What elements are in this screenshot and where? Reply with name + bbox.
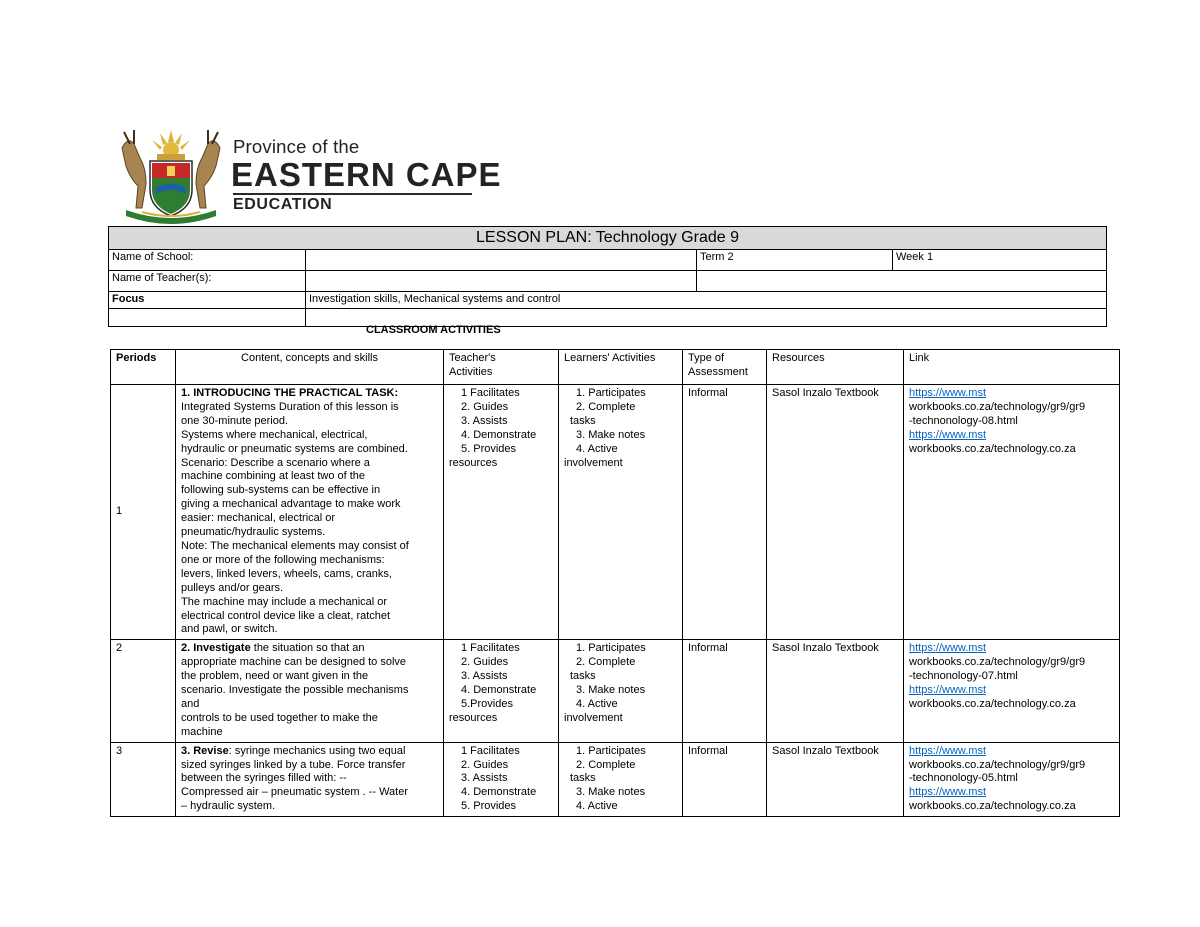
col-teacher-line1: Teacher's: [449, 352, 496, 364]
learner-activity: 3. Make notes: [576, 428, 646, 441]
content-line: machine: [181, 725, 223, 738]
learner-activity: involvement: [564, 711, 623, 724]
assessment-cell: Informal: [683, 385, 767, 640]
link[interactable]: https://www.mst: [909, 744, 987, 757]
content-line: levers, linked levers, wheels, cams, cranks,: [181, 567, 392, 580]
logo-eastern-cape-text: EASTERN CAPE: [231, 156, 502, 193]
teacher-activity: 1 Facilitates: [461, 387, 520, 399]
link[interactable]: https://www.mst: [909, 642, 987, 655]
teacher-activity: 1 Facilitates: [461, 642, 520, 655]
table-row: [111, 385, 1120, 640]
teacher-activity: resources: [449, 711, 498, 724]
content-cell: [176, 640, 444, 742]
teacher-activity: 5. Provides: [461, 442, 517, 455]
resources-cell: Sasol Inzalo Textbook: [767, 640, 904, 742]
teacher-activity: 4. Demonstrate: [461, 786, 537, 799]
content-line: Scenario: Describe a scenario where a: [181, 456, 370, 469]
link-text: workbooks.co.za/technology.co.za: [909, 800, 1076, 813]
learner-activity: 2. Complete: [576, 400, 636, 413]
content-line: – hydraulic system.: [181, 800, 276, 813]
teacher-activity: 2. Guides: [461, 656, 509, 669]
teacher-activity: 3. Assists: [461, 670, 508, 683]
period-cell: 3: [111, 742, 176, 817]
content-line: one or more of the following mechanisms:: [181, 553, 385, 566]
content-line: The machine may include a mechanical or: [181, 595, 388, 608]
link[interactable]: https://www.mst: [909, 786, 987, 799]
table-header-row: [111, 350, 1120, 385]
teacher-activity: 3. Assists: [461, 414, 508, 427]
period-cell: 2: [111, 640, 176, 742]
learner-activity: 1. Participates: [576, 744, 646, 757]
content-line: sized syringes linked by a tube. Force transfer: [181, 758, 406, 771]
focus-label: Focus: [109, 292, 306, 309]
link-text: -technonology-08.html: [909, 414, 1018, 427]
week-value: Week 1: [893, 250, 1107, 271]
content-heading: 1. INTRODUCING THE PRACTICAL TASK:: [181, 387, 399, 399]
learner-activity: involvement: [564, 456, 623, 469]
content-line: Note: The mechanical elements may consist of: [181, 539, 409, 552]
link-text: -technonology-07.html: [909, 670, 1018, 683]
assessment-cell: Informal: [683, 742, 767, 817]
link-text: workbooks.co.za/technology/gr9/gr9: [909, 656, 1086, 669]
teacher-activities-cell: [444, 385, 559, 640]
teacher-activities-cell: [444, 742, 559, 817]
col-type-line2: Assessment: [688, 365, 748, 378]
teacher-activity: 5.Provides: [461, 697, 513, 710]
content-line: hydraulic or pneumatic systems are combined.: [181, 442, 408, 455]
col-teacher-line2: Activities: [449, 365, 493, 378]
content-line: : syringe mechanics using two equal: [228, 744, 406, 757]
content-line: between the syringes filled with: --: [181, 772, 347, 785]
classroom-activities-heading: CLASSROOM ACTIVITIES: [366, 324, 501, 336]
teacher-activity: 1 Facilitates: [461, 744, 520, 757]
teacher-activity: resources: [449, 456, 498, 469]
table-row: [111, 742, 1120, 817]
learner-activity: 4. Active: [576, 800, 618, 813]
assessment-cell: Informal: [683, 640, 767, 742]
content-line: controls to be used together to make the: [181, 711, 378, 724]
term-value: Term 2: [697, 250, 893, 271]
resources-cell: Sasol Inzalo Textbook: [767, 742, 904, 817]
learner-activity: tasks: [570, 772, 596, 785]
teacher-activity: 2. Guides: [461, 400, 509, 413]
eastern-cape-logo: [112, 128, 502, 224]
content-line: the problem, need or want given in the: [181, 670, 369, 683]
content-cell: [176, 385, 444, 640]
learner-activity: 4. Active: [576, 442, 618, 455]
link[interactable]: https://www.mst: [909, 428, 987, 441]
link-text: workbooks.co.za/technology/gr9/gr9: [909, 400, 1086, 413]
link[interactable]: https://www.mst: [909, 387, 987, 399]
content-line: easier: mechanical, electrical or: [181, 512, 336, 525]
teacher-activity: 2. Guides: [461, 758, 509, 771]
learner-activity: 3. Make notes: [576, 684, 646, 697]
teacher-activity: 4. Demonstrate: [461, 428, 537, 441]
link-text: workbooks.co.za/technology.co.za: [909, 697, 1076, 710]
content-line: giving a mechanical advantage to make work: [181, 498, 401, 511]
coat-of-arms-icon: [112, 128, 230, 224]
content-line: Integrated Systems Duration of this lesson is: [181, 400, 399, 413]
learner-activities-cell: [559, 742, 683, 817]
content-line: one 30-minute period.: [181, 414, 289, 427]
col-content: Content, concepts and skills: [176, 350, 444, 385]
learner-activity: tasks: [570, 670, 596, 683]
learner-activity: 2. Complete: [576, 758, 636, 771]
content-cell: [176, 742, 444, 817]
content-line: pneumatic/hydraulic systems.: [181, 526, 326, 539]
content-line: machine combining at least two of the: [181, 470, 366, 483]
lesson-plan-title: LESSON PLAN: Technology Grade 9: [109, 227, 1107, 250]
learner-activity: 1. Participates: [576, 642, 646, 655]
teacher-activity: 4. Demonstrate: [461, 684, 537, 697]
content-heading: 2. Investigate: [181, 642, 251, 655]
lesson-plan-header-table: [108, 226, 1107, 327]
link-cell: [904, 640, 1120, 742]
teacher-activity: 3. Assists: [461, 772, 508, 785]
link-cell: [904, 385, 1120, 640]
content-line: Systems where mechanical, electrical,: [181, 428, 368, 441]
school-label: Name of School:: [109, 250, 306, 271]
learner-activity: 3. Make notes: [576, 786, 646, 799]
classroom-activities-table: [110, 349, 1120, 817]
learner-activity: 2. Complete: [576, 656, 636, 669]
school-value[interactable]: [306, 250, 697, 271]
link[interactable]: https://www.mst: [909, 684, 987, 697]
col-type-line1: Type of: [688, 352, 725, 364]
link-cell: [904, 742, 1120, 817]
col-link: Link: [904, 350, 1120, 385]
teacher-label: Name of Teacher(s):: [109, 271, 306, 292]
teacher-activity: 5. Provides: [461, 800, 517, 813]
resources-cell: Sasol Inzalo Textbook: [767, 385, 904, 640]
col-periods: Periods: [111, 350, 176, 385]
logo-education-text: EDUCATION: [233, 196, 333, 213]
learner-activity: 1. Participates: [576, 387, 646, 399]
teacher-value[interactable]: [306, 271, 697, 292]
content-line: and pawl, or switch.: [181, 623, 278, 636]
link-text: workbooks.co.za/technology/gr9/gr9: [909, 758, 1086, 771]
link-text: -technonology-05.html: [909, 772, 1018, 785]
content-line: Compressed air – pneumatic system . -- Water: [181, 786, 408, 799]
col-teacher: [444, 350, 559, 385]
learner-activity: tasks: [570, 414, 596, 427]
logo-province-text: Province of the: [233, 136, 360, 157]
content-line: appropriate machine can be designed to solve: [181, 656, 407, 669]
content-heading: 3. Revise: [181, 744, 229, 757]
learner-activity: 4. Active: [576, 697, 618, 710]
period-cell: 1: [111, 385, 176, 640]
content-line: and: [181, 697, 200, 710]
table-row: [111, 640, 1120, 742]
content-line: following sub-systems can be effective in: [181, 484, 381, 497]
logo-divider: [233, 193, 472, 195]
content-line: the situation so that an: [250, 642, 365, 655]
content-line: pulleys and/or gears.: [181, 581, 284, 594]
empty-label: [109, 308, 306, 326]
col-type: [683, 350, 767, 385]
link-text: workbooks.co.za/technology.co.za: [909, 442, 1076, 455]
content-line: electrical control device like a cleat, ratchet: [181, 609, 391, 622]
col-resources: Resources: [767, 350, 904, 385]
col-learners: Learners' Activities: [559, 350, 683, 385]
learner-activities-cell: [559, 640, 683, 742]
teacher-value-extra[interactable]: [697, 271, 1107, 292]
teacher-activities-cell: [444, 640, 559, 742]
content-line: scenario. Investigate the possible mechanisms: [181, 684, 409, 697]
focus-value: Investigation skills, Mechanical systems and control: [306, 292, 1107, 309]
learner-activities-cell: [559, 385, 683, 640]
